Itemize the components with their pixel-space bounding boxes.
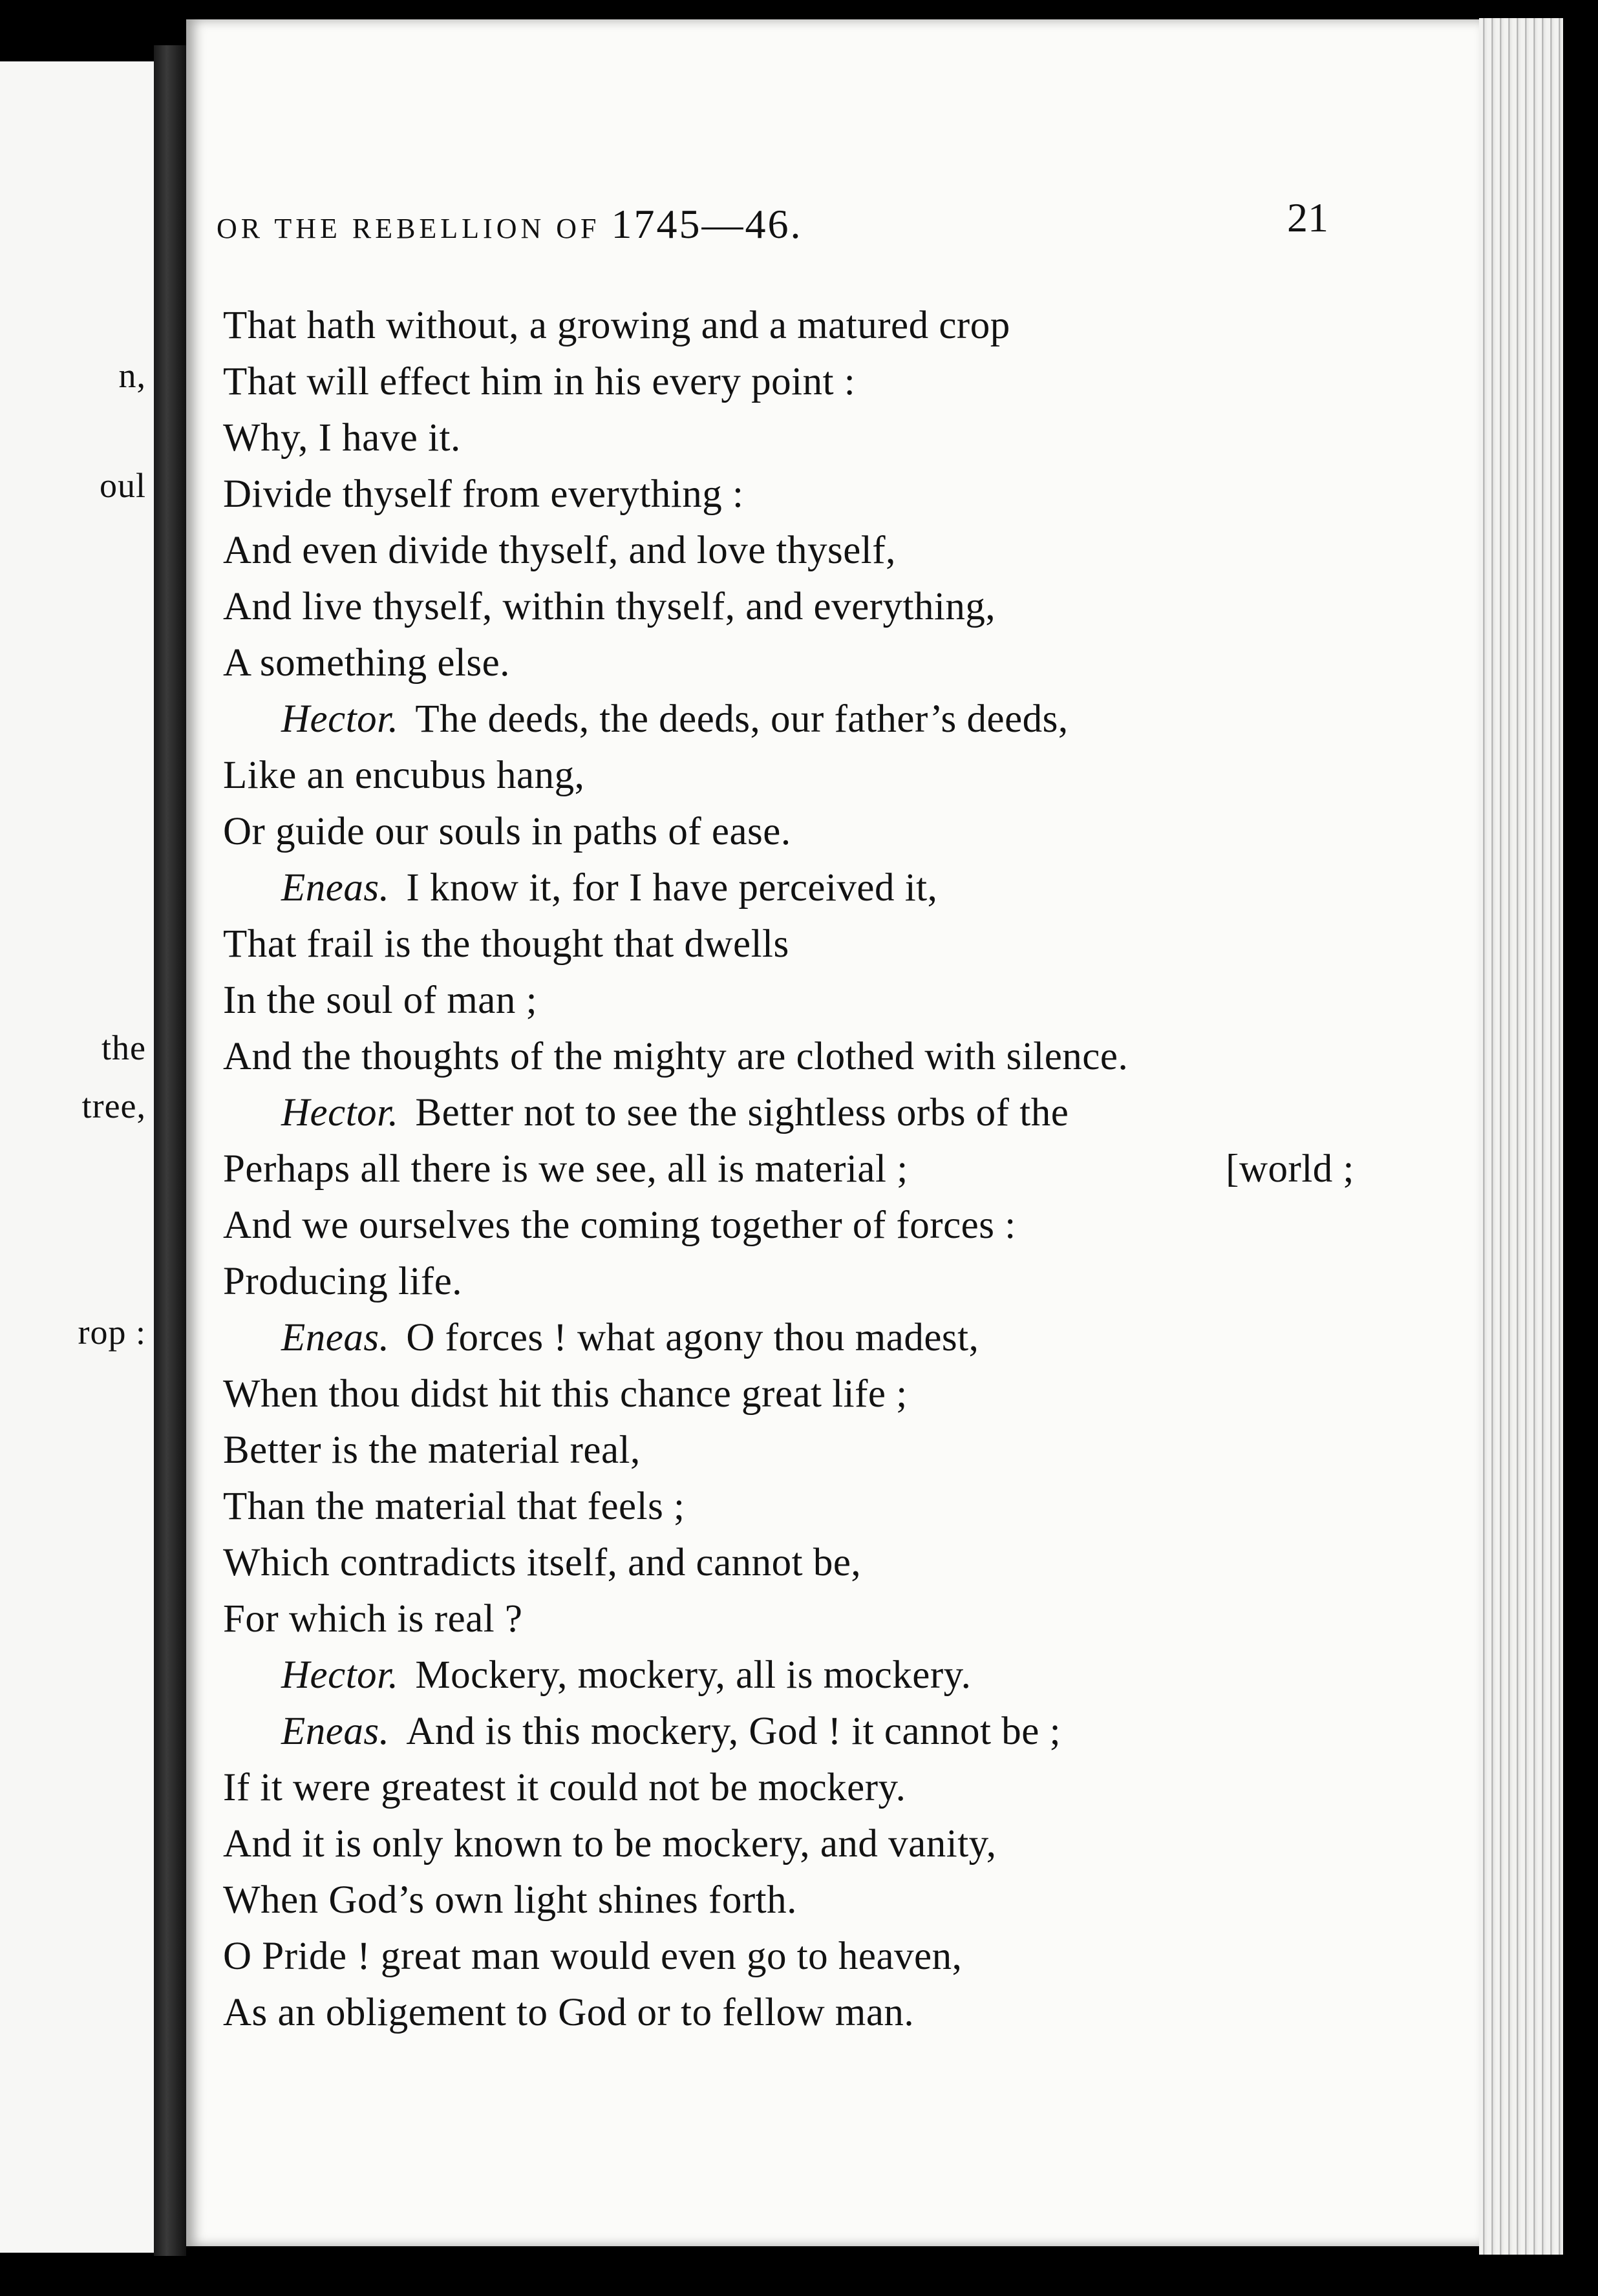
verse-line <box>223 1422 1361 1478</box>
line-text: Than the material that feels ; <box>223 1485 685 1528</box>
line-text: And the thoughts of the mighty are clothed with silence. <box>223 1035 1129 1078</box>
page-edges <box>1479 18 1563 2255</box>
running-head-text: OR THE REBELLION OF <box>217 213 601 244</box>
page-header <box>217 194 1328 252</box>
verse-line <box>223 916 1361 972</box>
line-text: And even divide thyself, and love thyself, <box>223 529 896 572</box>
verse-line <box>223 1816 1361 1872</box>
line-text: Better not to see the sightless orbs of the <box>415 1091 1069 1134</box>
speaker-name: Eneas. <box>281 866 390 909</box>
facing-page-text: tree, <box>81 1087 146 1125</box>
verse-line <box>223 1028 1361 1085</box>
speaker-name: Eneas. <box>281 1316 390 1359</box>
line-text: I know it, for I have perceived it, <box>406 866 938 909</box>
line-text: That will effect him in his every point : <box>223 360 856 403</box>
verse-line <box>223 466 1361 522</box>
facing-page-fragment <box>0 61 154 2253</box>
line-text: As an obligement to God or to fellow man. <box>223 1991 915 2034</box>
book-gutter <box>154 45 186 2256</box>
line-text: If it were greatest it could not be mockery. <box>223 1766 906 1809</box>
verse-line <box>223 1759 1361 1816</box>
verse-line <box>223 747 1361 803</box>
verse-line <box>223 410 1361 466</box>
verse-line <box>223 1928 1361 1984</box>
line-text: Why, I have it. <box>223 416 461 460</box>
verse-line <box>223 1366 1361 1422</box>
verse-line <box>223 1197 1361 1253</box>
line-text: Perhaps all there is we see, all is material ; <box>223 1147 908 1191</box>
verse-line <box>223 1141 1361 1197</box>
line-text: And live thyself, within thyself, and everything, <box>223 585 996 628</box>
verse-line <box>223 579 1361 635</box>
line-text: For which is real ? <box>223 1597 523 1641</box>
line-text: And we ourselves the coming together of forces : <box>223 1204 1016 1247</box>
verse-line <box>223 354 1361 410</box>
line-text: O forces ! what agony thou madest, <box>406 1316 979 1359</box>
verse-line <box>223 1478 1361 1535</box>
line-text: Better is the material real, <box>223 1429 641 1472</box>
verse-line <box>223 1085 1361 1141</box>
line-text: In the soul of man ; <box>223 979 538 1022</box>
verse-line <box>223 1253 1361 1310</box>
line-text: Which contradicts itself, and cannot be, <box>223 1541 862 1584</box>
verse-line <box>223 635 1361 691</box>
verse-line <box>223 972 1361 1028</box>
verse-line <box>223 1591 1361 1647</box>
verse-line <box>223 522 1361 579</box>
line-text: The deeds, the deeds, our father’s deeds, <box>415 697 1069 741</box>
verse-line <box>223 1535 1361 1591</box>
verse-line <box>223 1872 1361 1928</box>
verse-line <box>223 1984 1361 2041</box>
verse-line <box>223 803 1361 860</box>
verse-line <box>223 1310 1361 1366</box>
verse-line <box>223 1647 1361 1703</box>
facing-page-text: the <box>101 1028 146 1067</box>
line-text: And it is only known to be mockery, and vanity, <box>223 1822 997 1865</box>
speaker-name: Hector. <box>281 697 399 741</box>
verse-line <box>223 1703 1361 1759</box>
facing-page-text: oul <box>99 466 146 505</box>
line-text: A something else. <box>223 641 510 685</box>
line-text: Divide thyself from everything : <box>223 473 744 516</box>
speaker-name: Eneas. <box>281 1710 390 1753</box>
page-number: 21 <box>1287 195 1328 240</box>
verse-line <box>223 691 1361 747</box>
line-text: And is this mockery, God ! it cannot be ; <box>406 1710 1061 1753</box>
line-text: O Pride ! great man would even go to heaven, <box>223 1935 963 1978</box>
line-text: Producing life. <box>223 1260 463 1303</box>
line-text: That hath without, a growing and a matured crop <box>223 304 1010 347</box>
line-text: When thou didst hit this chance great life ; <box>223 1372 908 1416</box>
verse-text <box>223 297 1361 2041</box>
line-text: That frail is the thought that dwells <box>223 922 789 966</box>
verse-line <box>223 860 1361 916</box>
running-head-year: 1745—46. <box>611 201 803 247</box>
speaker-name: Hector. <box>281 1091 399 1134</box>
verse-line <box>223 297 1361 354</box>
line-text: Or guide our souls in paths of ease. <box>223 810 791 853</box>
line-text: Mockery, mockery, all is mockery. <box>415 1653 972 1697</box>
facing-page-text: rop : <box>78 1313 146 1352</box>
line-text: When God’s own light shines forth. <box>223 1878 797 1922</box>
facing-page-text: n, <box>118 356 146 395</box>
speaker-name: Hector. <box>281 1653 399 1697</box>
running-head <box>217 200 803 248</box>
line-text: Like an encubus hang, <box>223 754 585 797</box>
turned-over-word: [world ; <box>1226 1147 1354 1191</box>
